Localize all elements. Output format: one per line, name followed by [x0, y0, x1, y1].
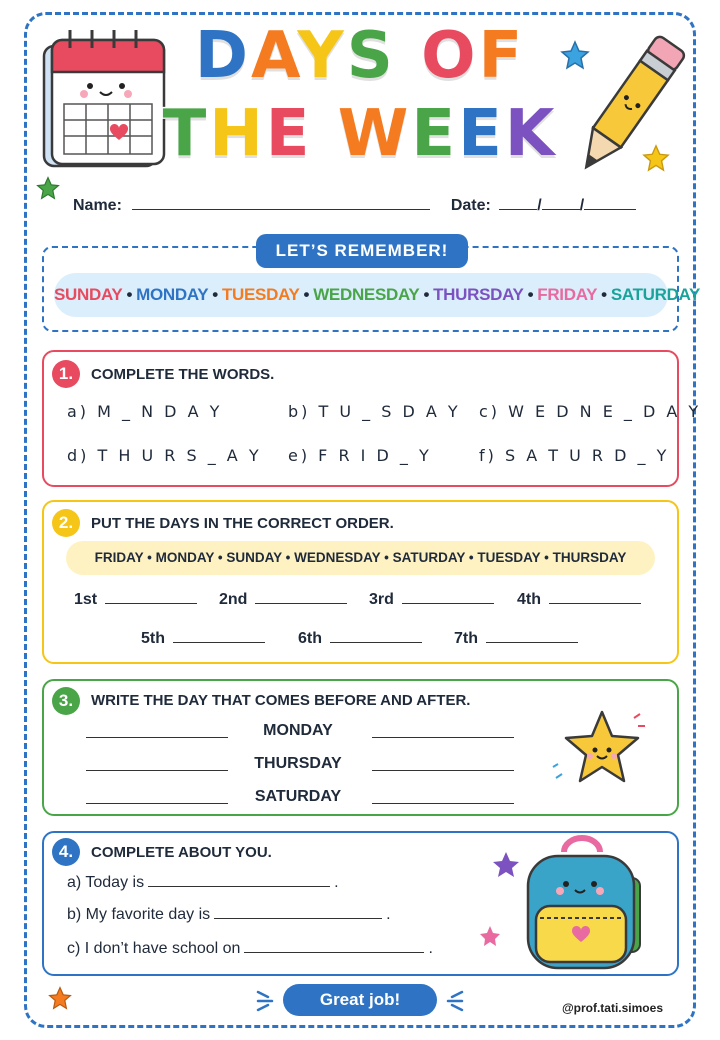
word-item: c) W E D N E _ D A Y	[479, 402, 702, 421]
word-item: a) M _ N D A Y	[67, 402, 223, 421]
sparkle-icon	[442, 988, 464, 1014]
title-line-2	[150, 97, 570, 174]
separator-dot: •	[212, 285, 218, 304]
order-slot: 5th	[141, 630, 265, 648]
day-name: MONDAY	[136, 285, 209, 304]
answer-field[interactable]	[244, 941, 424, 953]
day-name: SUNDAY	[54, 285, 123, 304]
answer-field[interactable]	[105, 592, 197, 604]
word-item: f) S A T U R D _ Y	[479, 446, 670, 465]
title-letter: T	[162, 97, 210, 171]
title-letter: O	[421, 19, 479, 93]
word-item: d) T H U R S _ A Y	[67, 446, 262, 465]
answer-field[interactable]	[330, 631, 422, 643]
title-letter: W	[337, 97, 412, 171]
order-slot: 6th	[298, 630, 422, 648]
scrambled-days: FRIDAY • MONDAY • SUNDAY • WEDNESDAY • SATURDAY • TUESDAY • THURSDAY	[66, 541, 655, 575]
title-letter: H	[209, 97, 266, 171]
backpack-icon	[476, 838, 666, 974]
name-field[interactable]	[132, 196, 430, 210]
separator-dot: •	[126, 285, 133, 304]
answer-field[interactable]	[148, 875, 330, 887]
title-line-1	[150, 19, 570, 96]
title-letter: E	[411, 97, 459, 171]
before-field[interactable]	[86, 769, 228, 771]
date-year-field[interactable]	[584, 196, 636, 210]
title-letter	[396, 19, 421, 93]
day-name: THURSDAY	[433, 285, 524, 304]
answer-field[interactable]	[255, 592, 347, 604]
answer-field[interactable]	[549, 592, 641, 604]
page-title	[150, 19, 570, 174]
section-number: 4.	[52, 838, 80, 866]
section-number: 1.	[52, 360, 80, 388]
title-letter	[313, 97, 338, 171]
remember-tag: LET’S REMEMBER!	[256, 234, 468, 268]
star-icon	[36, 176, 60, 200]
name-date-row: Name: Date: / /	[73, 196, 673, 215]
section-number: 3.	[52, 687, 80, 715]
star-icon	[48, 986, 72, 1010]
section-title: COMPLETE ABOUT YOU.	[91, 844, 272, 861]
great-job-banner: Great job!	[283, 984, 437, 1016]
separator-dot: •	[527, 285, 534, 304]
sparkle-icon	[256, 988, 278, 1014]
title-letter: E	[458, 97, 505, 171]
after-field[interactable]	[372, 802, 514, 804]
answer-field[interactable]	[214, 907, 382, 919]
middle-day: THURSDAY	[254, 755, 342, 772]
order-slot: 4th	[517, 591, 641, 609]
about-item: b) My favorite day is .	[67, 906, 391, 923]
star-icon	[642, 144, 670, 172]
after-field[interactable]	[372, 769, 514, 771]
section-title: COMPLETE THE WORDS.	[91, 366, 275, 383]
title-letter: S	[346, 19, 396, 93]
section-number: 2.	[52, 509, 80, 537]
day-name: TUESDAY	[221, 285, 300, 304]
title-letter: Y	[297, 19, 347, 93]
order-slot: 3rd	[369, 591, 494, 609]
word-item: e) F R I D _ Y	[288, 446, 432, 465]
answer-field[interactable]	[486, 631, 578, 643]
after-field[interactable]	[372, 736, 514, 738]
title-letter: A	[250, 19, 298, 93]
separator-dot: •	[423, 285, 430, 304]
date-month-field[interactable]	[542, 196, 580, 210]
day-name: WEDNESDAY	[313, 285, 420, 304]
word-item: b) T U _ S D A Y	[288, 402, 461, 421]
separator-dot: •	[601, 285, 607, 304]
section-title: PUT THE DAYS IN THE CORRECT ORDER.	[91, 515, 394, 532]
title-letter: F	[478, 19, 526, 93]
star-icon	[552, 708, 652, 788]
title-letter: E	[265, 97, 313, 171]
name-label: Name:	[73, 197, 122, 214]
title-letter: K	[504, 97, 558, 171]
order-slot: 7th	[454, 630, 578, 648]
order-slot: 2nd	[219, 591, 347, 609]
title-letter: D	[194, 19, 251, 93]
middle-day: SATURDAY	[254, 788, 342, 805]
about-item: a) Today is .	[67, 874, 339, 891]
days-strip	[54, 273, 701, 317]
day-name: SATURDAY	[610, 285, 701, 304]
order-slot: 1st	[74, 591, 197, 609]
date-label: Date:	[450, 197, 491, 214]
answer-field[interactable]	[173, 631, 265, 643]
before-field[interactable]	[86, 802, 228, 804]
date-day-field[interactable]	[499, 196, 537, 210]
about-item: c) I don’t have school on .	[67, 940, 433, 957]
middle-day: MONDAY	[263, 722, 333, 739]
before-field[interactable]	[86, 736, 228, 738]
answer-field[interactable]	[402, 592, 494, 604]
separator-dot: •	[303, 285, 310, 304]
section-title: WRITE THE DAY THAT COMES BEFORE AND AFTER.	[91, 692, 471, 709]
day-name: FRIDAY	[537, 285, 598, 304]
author-credit: @prof.tati.simoes	[561, 1001, 663, 1015]
